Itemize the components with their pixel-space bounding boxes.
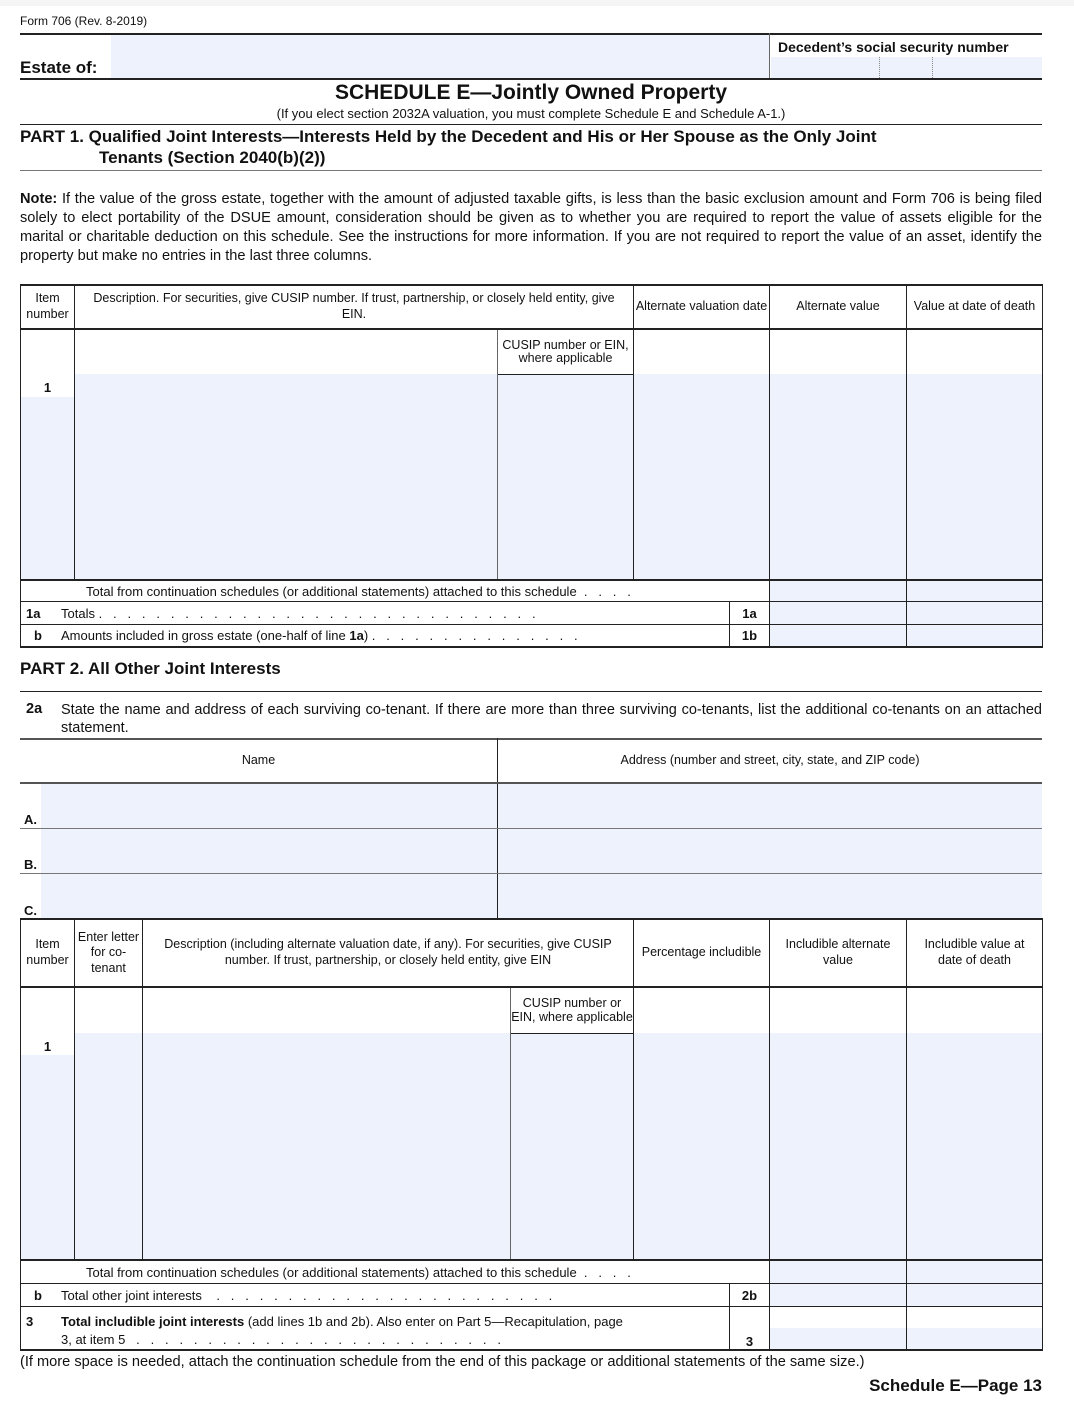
- line-2b-text: Total other joint interests: [61, 1288, 202, 1303]
- part1-heading-line2: Tenants (Section 2040(b)(2)): [99, 148, 326, 167]
- cotenant-a-name-field[interactable]: [41, 784, 497, 828]
- line-2b-alt-field[interactable]: [770, 1284, 906, 1306]
- line-2a-text: State the name and address of each surviving co-tenant. If there are more than three surviving co-tenants, list the additional co-tenants on an attached statement.: [61, 702, 1042, 736]
- part1-heading-rule: [20, 170, 1042, 171]
- line-1a-death-field[interactable]: [907, 602, 1042, 624]
- line-1b-label: Amounts included in gross estate (one-half of line 1a) . . . . . . . . . . . . . . .: [61, 628, 578, 643]
- title-rule: [20, 124, 1042, 125]
- p2-vline-2: [142, 920, 143, 1259]
- p1-description-field[interactable]: [75, 374, 497, 579]
- cotenant-b-letter: B.: [24, 857, 37, 872]
- line-2b-box: 2b: [741, 1288, 758, 1303]
- line-3-text-line2: 3, at item 5: [61, 1332, 126, 1347]
- p2-continuation-death-field[interactable]: [907, 1261, 1042, 1283]
- page-label: Schedule E—Page 13: [869, 1376, 1042, 1395]
- p2-cusip-field[interactable]: [511, 1034, 633, 1259]
- p1-item-number-field[interactable]: [21, 397, 74, 579]
- p1-col-alt-value: Alternate value: [796, 299, 880, 314]
- p2-continuation-alt-field[interactable]: [770, 1261, 906, 1283]
- cotenant-a-letter: A.: [24, 812, 37, 827]
- line-2b-death-field[interactable]: [907, 1284, 1042, 1306]
- p2-vline-3: [633, 920, 634, 1259]
- cotenant-c-letter: C.: [24, 903, 37, 918]
- line-1b-text-bold: 1a: [349, 628, 364, 643]
- ssn-separator-1: [879, 57, 880, 78]
- part1-heading-line1: PART 1. Qualified Joint Interests—Interests Held by the Decedent and His or Her Spouse as the Only Joint: [20, 127, 877, 146]
- p1-continuation-death-field[interactable]: [907, 581, 1042, 601]
- line-3-number: 3: [26, 1314, 34, 1329]
- line-3-alt-field[interactable]: [770, 1328, 906, 1349]
- p2-percentage-field[interactable]: [634, 1033, 769, 1259]
- line-3-text-bold: Total includible joint interests: [61, 1314, 245, 1329]
- cotenant-c-address-field[interactable]: [498, 874, 1042, 918]
- ssn-separator-2: [932, 57, 933, 78]
- line-1a-box: 1a: [742, 606, 757, 621]
- p2-col-incl-value-death: Includible value at date of death: [924, 937, 1025, 967]
- p2-continuation-text: Total from continuation schedules (or additional statements) attached to this schedule: [86, 1265, 577, 1280]
- p2-incl-value-death-field[interactable]: [907, 1033, 1042, 1259]
- p2-col-description: Description (including alternate valuation date, if any). For securities, give CUSIP number. If trust, partnership, or closely held entity, give EIN: [164, 937, 612, 967]
- line-1b-box: 1b: [741, 628, 758, 643]
- p2-cotenant-letter-field[interactable]: [75, 1033, 142, 1259]
- cotenant-a-address-field[interactable]: [498, 784, 1042, 828]
- part2-heading: PART 2. All Other Joint Interests: [20, 659, 281, 678]
- line-3-label: [61, 1314, 623, 1329]
- page-top-bar: [0, 0, 1074, 6]
- line-3-box: 3: [745, 1334, 754, 1349]
- p2-rule-b: [21, 1306, 1042, 1307]
- p2-col-item-number: Item number: [26, 937, 69, 967]
- line-1a-label: Totals . . . . . . . . . . . . . . . . . . . . . . . . . . . . . . .: [61, 606, 536, 621]
- p1-continuation-alt-field[interactable]: [770, 581, 906, 601]
- p1-col-description: Description. For securities, give CUSIP number. If trust, partnership, or closely held entity, give EIN.: [93, 291, 615, 321]
- estate-of-input[interactable]: [111, 35, 769, 78]
- line-1a-alt-field[interactable]: [770, 602, 906, 624]
- part1-note: [20, 190, 1042, 266]
- p1-col-item-number: Item number: [26, 291, 69, 321]
- p2-row-item: 1: [43, 1039, 52, 1054]
- p2-col-incl-alt-value: Includible alternate value: [785, 937, 891, 967]
- estate-of-field[interactable]: [111, 35, 769, 78]
- p1-continuation-text: Total from continuation schedules (or additional statements) attached to this schedule: [86, 584, 577, 599]
- p2-incl-alt-value-field[interactable]: [770, 1033, 906, 1259]
- ssn-field[interactable]: [771, 57, 1042, 78]
- estate-of-label: Estate of:: [20, 58, 98, 77]
- cotenant-col-name: Name: [241, 753, 276, 768]
- p1-cusip-label: CUSIP number or EIN, where applicable: [502, 337, 629, 365]
- ssn-label: Decedent’s social security number: [778, 39, 1009, 55]
- line-3-text-rest: (add lines 1b and 2b). Also enter on Part 5—Recapitulation, page: [244, 1314, 623, 1329]
- line-1b-alt-field[interactable]: [770, 625, 906, 646]
- p2-cusip-label: CUSIP number or EIN, where applicable: [511, 996, 633, 1024]
- p1-vline-2: [633, 286, 634, 579]
- note-text: If the value of the gross estate, together with the amount of adjusted taxable gifts, is less than the basic exclusion amount and Form 706 is being filed solely to elect portability of the DSUE amount, consideration should be given as to whether you are required to report the value of assets eligible for the marital or charitable deduction on this schedule. See the instructions for more information. If you are not required to report the value of an asset, identify the property but make no entries in the last three columns.: [20, 191, 1042, 264]
- line-2b-number: b: [34, 1288, 42, 1303]
- p2-cusip-rule: [510, 1033, 634, 1034]
- p1-alt-val-date-field[interactable]: [634, 374, 769, 579]
- line-1b-text-post: ): [363, 628, 369, 643]
- schedule-subtitle: (If you elect section 2032A valuation, you must complete Schedule E and Schedule A-1.): [276, 106, 786, 121]
- footer-note: (If more space is needed, attach the continuation schedule from the end of this package or additional statements of the same size.): [20, 1354, 865, 1370]
- p2-col-percentage: Percentage includible: [641, 945, 762, 960]
- p2-item-number-field[interactable]: [21, 1055, 74, 1259]
- schedule-title: SCHEDULE E—Jointly Owned Property: [334, 81, 728, 104]
- p1-col-value-death: Value at date of death: [913, 299, 1036, 314]
- cotenant-b-address-field[interactable]: [498, 829, 1042, 873]
- p1-cusip-field[interactable]: [498, 375, 633, 579]
- part2-heading-rule: [20, 691, 1042, 692]
- line-3-label-line2: 3, at item 5 . . . . . . . . . . . . . . . . . . . . . . . . . .: [61, 1332, 501, 1347]
- cotenant-col-address: Address (number and street, city, state, and ZIP code): [620, 753, 920, 768]
- line-1b-number: b: [34, 628, 42, 643]
- note-label: Note:: [20, 191, 58, 207]
- line-1b-text-pre: Amounts included in gross estate (one-half of line: [61, 628, 350, 643]
- p1-value-death-field[interactable]: [907, 374, 1042, 579]
- line-2b-label: Total other joint interests . . . . . . . . . . . . . . . . . . . . . . . .: [61, 1288, 553, 1303]
- p1-continuation-label: Total from continuation schedules (or additional statements) attached to this schedule . . . .: [86, 584, 631, 599]
- p1-vline-1: [74, 286, 75, 579]
- header-bottom-rule: [20, 78, 1042, 80]
- p1-cusip-rule: [497, 374, 634, 375]
- p2-continuation-label: Total from continuation schedules (or additional statements) attached to this schedule . . . .: [86, 1265, 631, 1280]
- line-1a-number: 1a: [26, 606, 41, 621]
- ssn-input[interactable]: [771, 57, 1042, 78]
- p1-vline-cusip: [497, 330, 498, 579]
- line-3-death-field[interactable]: [907, 1328, 1042, 1349]
- p1-row-item: 1: [43, 380, 52, 395]
- p2-col-cotenant-letter: Enter letter for co-tenant: [77, 929, 140, 975]
- line-1b-death-field[interactable]: [907, 625, 1042, 646]
- p1-alt-value-field[interactable]: [770, 374, 906, 579]
- header-divider: [769, 33, 770, 79]
- cotenant-c-name-field[interactable]: [41, 874, 497, 918]
- p2-vline-cusip: [510, 988, 511, 1259]
- line-1a-text: Totals: [61, 606, 95, 621]
- line-2a-number: 2a: [26, 701, 43, 717]
- p1-col-alt-val-date: Alternate valuation date: [635, 299, 768, 314]
- cotenant-b-name-field[interactable]: [41, 829, 497, 873]
- p2-description-field[interactable]: [143, 1033, 510, 1259]
- form-revision: Form 706 (Rev. 8-2019): [20, 14, 148, 28]
- p2-vline-1: [74, 920, 75, 1259]
